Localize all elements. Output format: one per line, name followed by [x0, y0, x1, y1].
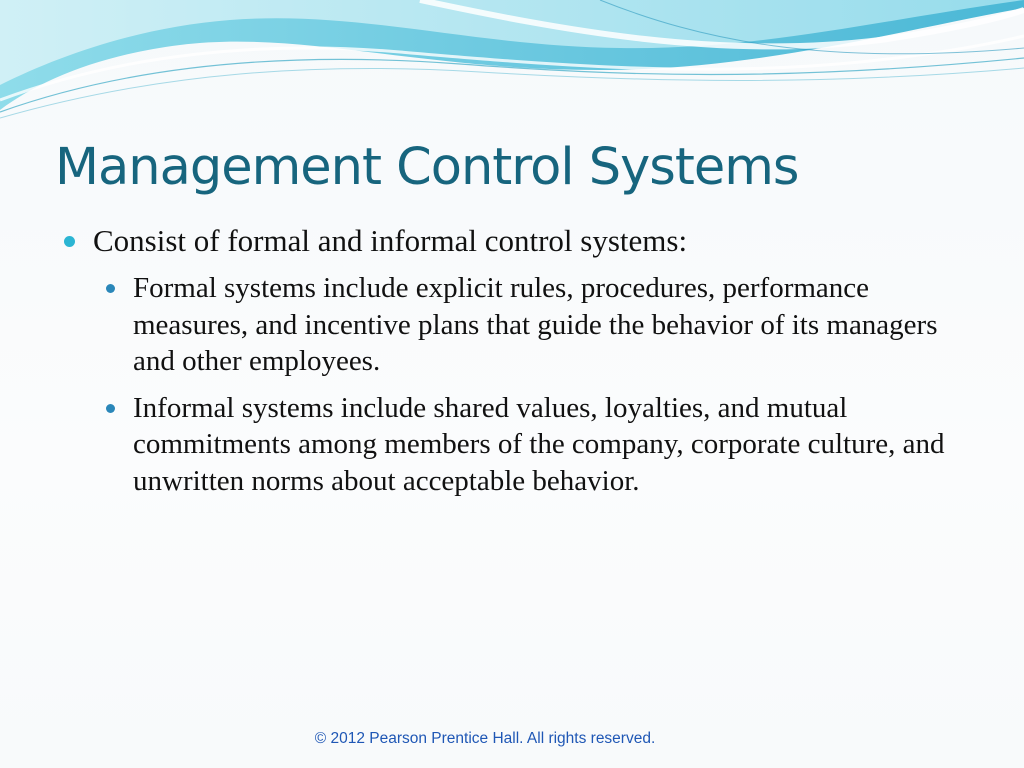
bullet-dot-icon: [106, 284, 115, 293]
bullet-text: Informal systems include shared values, loyalties, and mutual commitments among members of the company, corporate culture, and unwritten norms about acceptable behavior.: [133, 391, 945, 497]
wave-line-2: [0, 68, 1024, 118]
bullet-item-level2: [104, 270, 964, 380]
copyright-footer: © 2012 Pearson Prentice Hall. All rights reserved.: [314, 730, 656, 747]
bullet-list: [64, 222, 964, 499]
bullet-dot-icon: [106, 404, 115, 413]
slide-title: Management Control Systems: [55, 138, 799, 197]
bullet-item-level2: [104, 390, 964, 500]
bullet-dot-icon: [64, 236, 75, 247]
bullet-text: Consist of formal and informal control systems:: [93, 223, 688, 258]
header-wave-decoration: [0, 0, 1024, 130]
bullet-item-level1: [64, 222, 964, 260]
bullet-text: Formal systems include explicit rules, procedures, performance measures, and incentive plans that guide the behavior of its managers and other employees.: [133, 272, 938, 377]
